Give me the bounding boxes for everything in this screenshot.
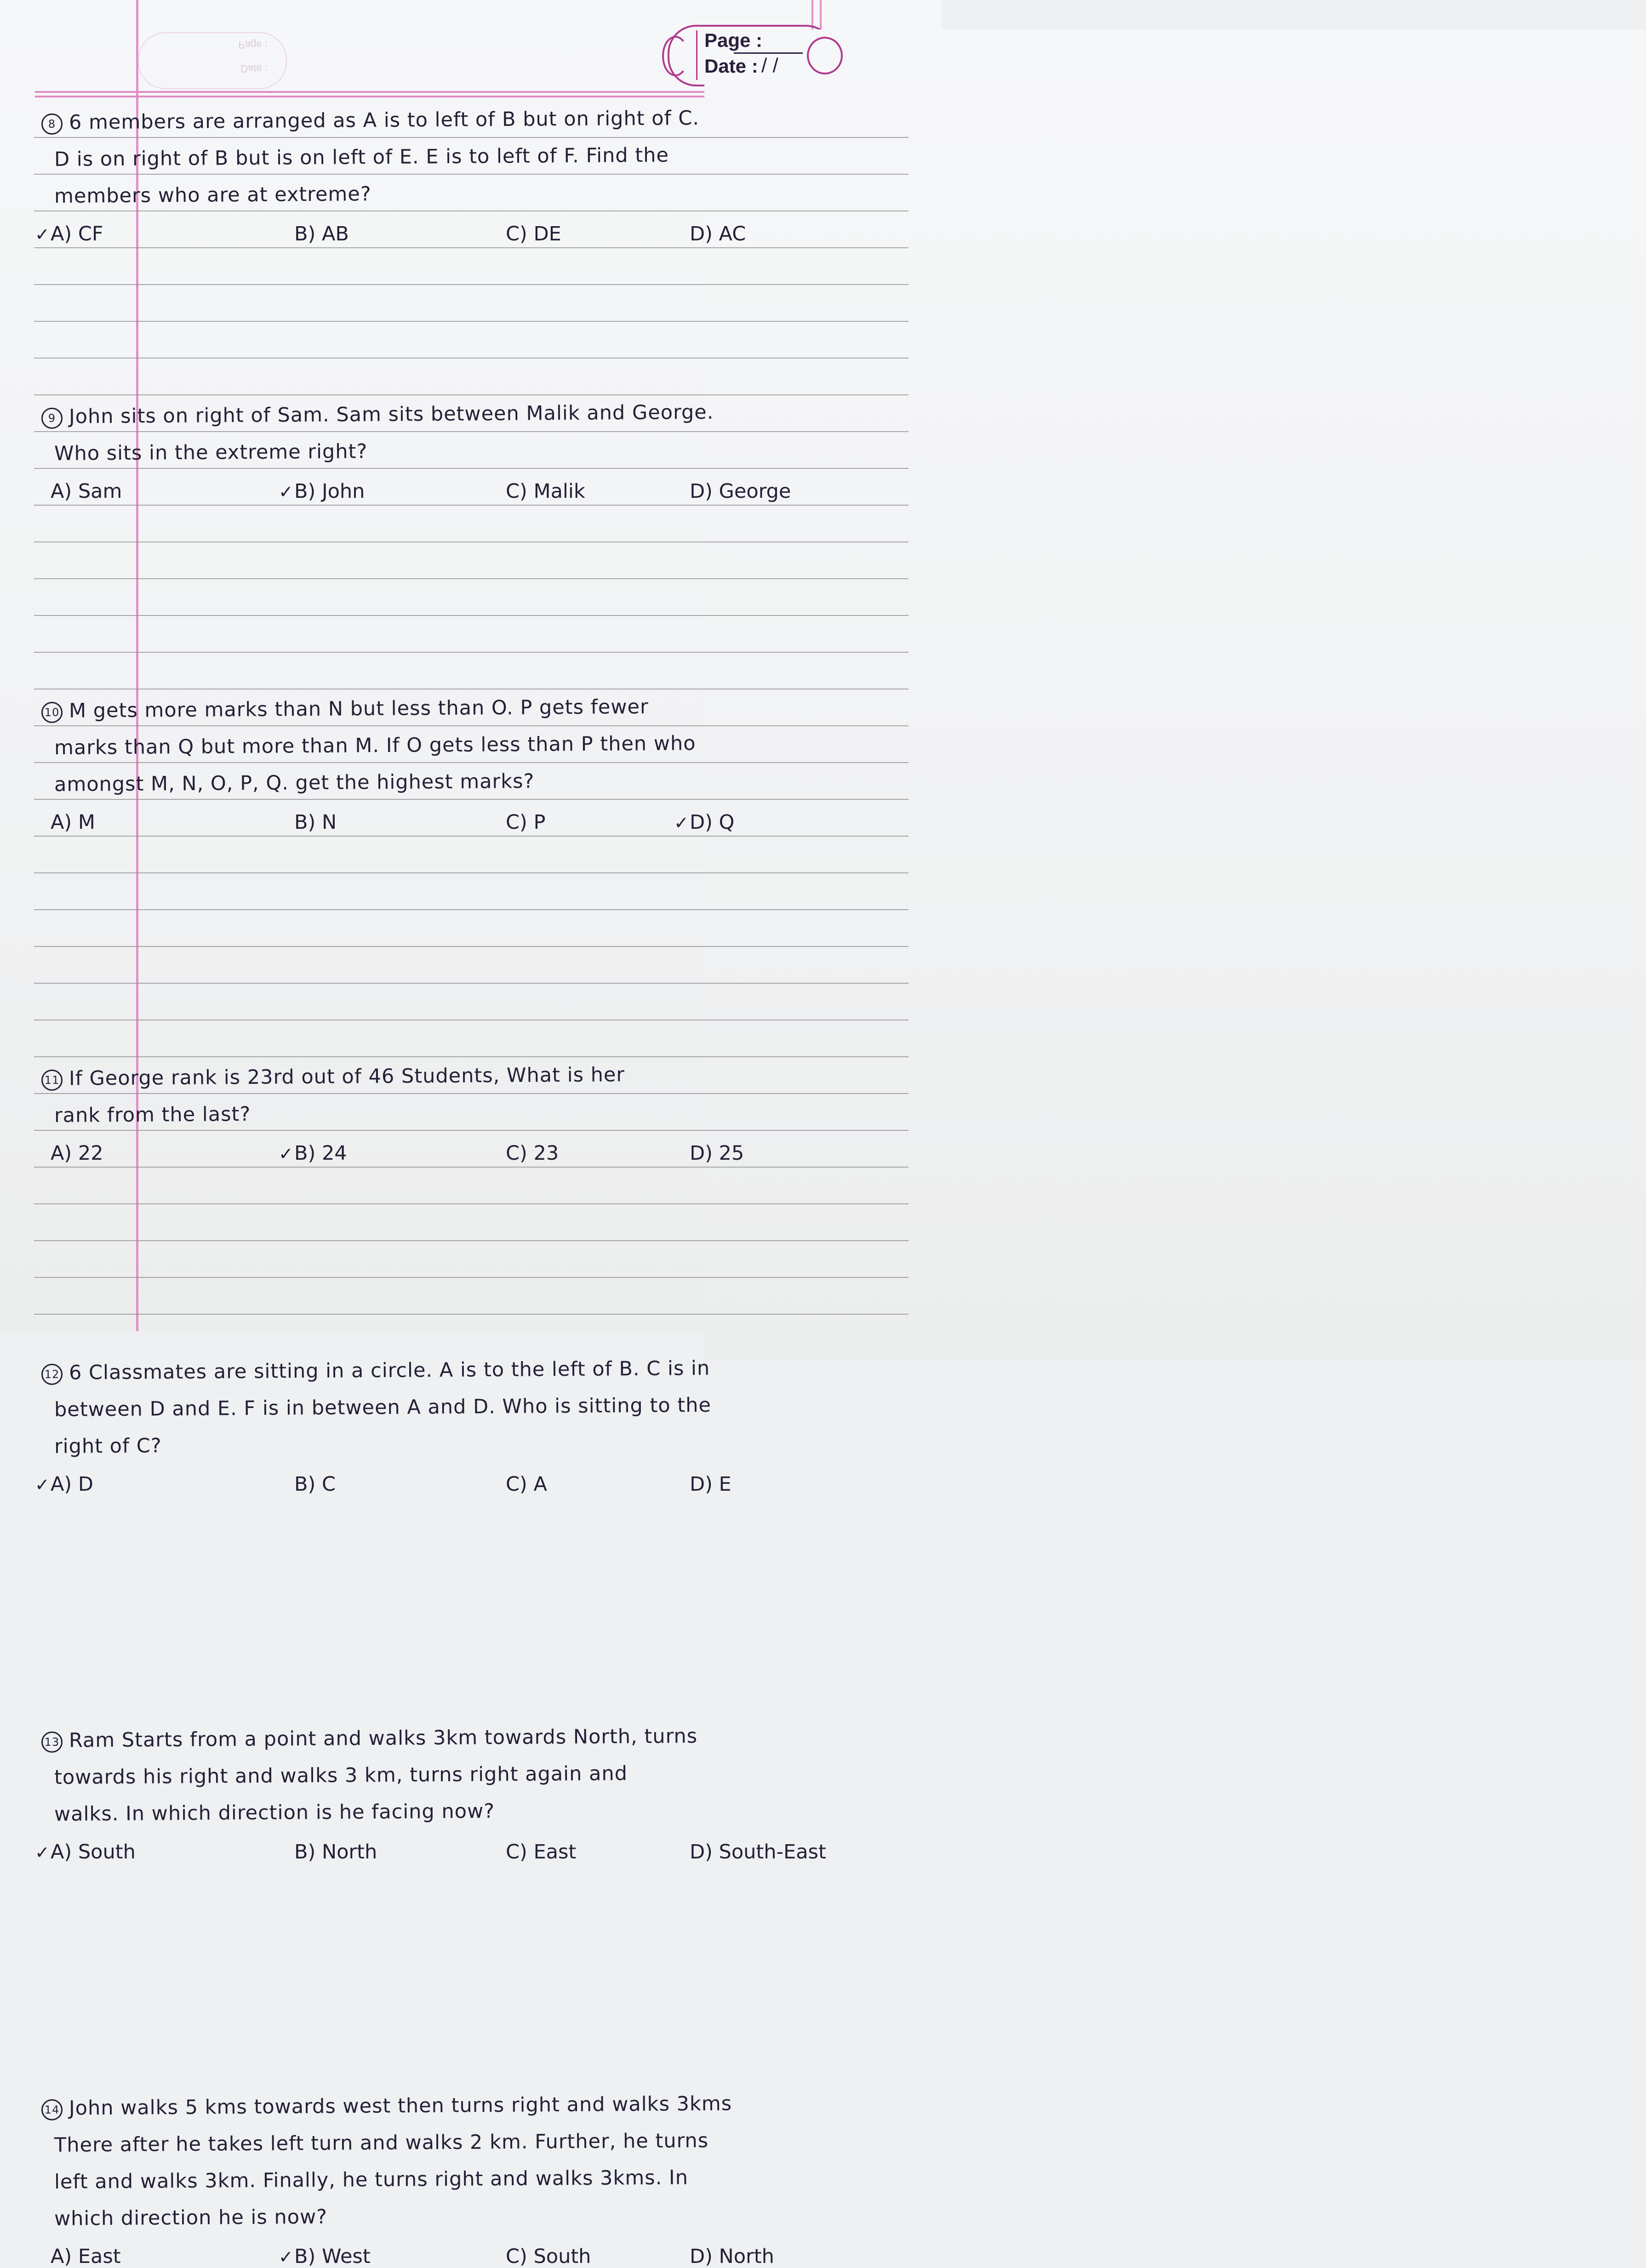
question-number: 9 — [41, 407, 63, 428]
ruled-line — [34, 174, 909, 175]
question-text-line — [54, 2129, 709, 2157]
question-text: amongst M, N, O, P, Q. get the highest marks? — [54, 769, 535, 796]
checkmark-icon: ✓ — [35, 1842, 50, 1863]
ruled-line — [34, 689, 909, 690]
answer-option: C) South — [506, 2245, 591, 2268]
ruled-line — [34, 1314, 909, 1315]
date-value: / / — [761, 54, 778, 77]
question-text: rank from the last? — [54, 1103, 251, 1127]
page-date-stamp — [668, 25, 834, 86]
ruled-line — [34, 1277, 909, 1278]
question-text-first-line — [41, 1063, 625, 1090]
question-text: between D and E. F is in between A and D. Who is sitting to the — [54, 1394, 711, 1421]
ruled-line — [34, 358, 909, 359]
answer-option: C) P — [506, 811, 546, 834]
stamp-curl-left — [662, 36, 689, 76]
ruled-line — [34, 615, 909, 616]
question-text-line — [54, 1434, 162, 1458]
question-number: 14 — [41, 2099, 63, 2120]
question-text-first-line — [41, 401, 714, 429]
question-text: There after he takes left turn and walks 2 km. Further, he turns — [54, 2129, 709, 2157]
ruled-line — [34, 836, 909, 837]
question-text: walks. In which direction is he facing now? — [54, 1800, 495, 1826]
question-text: towards his right and walks 3 km, turns right again and — [54, 1762, 628, 1789]
question-text-line — [54, 732, 696, 759]
answer-option: B) John — [294, 480, 365, 503]
question-text: 6 members are arranged as A is to left of B but on right of C. — [69, 107, 700, 134]
question-number: 8 — [41, 113, 63, 134]
answer-option: C) East — [506, 1841, 577, 1863]
answer-option: A) East — [51, 2245, 121, 2268]
stamp-divider — [696, 30, 697, 80]
ruled-line — [34, 431, 909, 432]
question-text-line — [54, 182, 371, 208]
answer-option: B) C — [294, 1473, 336, 1496]
ruled-line — [34, 578, 909, 579]
ruled-line — [34, 983, 909, 984]
ruled-line — [34, 946, 909, 947]
question-text-first-line — [41, 107, 699, 134]
question-text-first-line — [41, 2092, 732, 2120]
answer-option: C) 23 — [506, 1142, 559, 1165]
answer-option: C) DE — [506, 222, 561, 245]
question-number: 12 — [41, 1363, 63, 1385]
question-text-first-line — [41, 695, 649, 723]
question-text-line — [54, 770, 535, 796]
ruled-line — [34, 137, 909, 138]
question-text-line — [54, 144, 669, 171]
bleed-through-stamp: Page : Date : — [138, 32, 287, 89]
answer-option: B) N — [294, 811, 337, 834]
question-text: marks than Q but more than M. If O gets less than P then who — [54, 732, 696, 759]
question-text: Ram Starts from a point and walks 3km towards North, turns — [69, 1725, 698, 1752]
question-text-first-line — [41, 1725, 697, 1752]
answer-option: C) A — [506, 1473, 547, 1496]
ruled-line — [34, 1093, 909, 1094]
answer-option: D) 25 — [690, 1142, 744, 1165]
question-text-line — [54, 1800, 495, 1826]
answer-option: B) 24 — [294, 1142, 347, 1165]
answer-option: D) AC — [690, 222, 746, 245]
answer-option: B) AB — [294, 222, 349, 245]
question-text: Who sits in the extreme right? — [54, 440, 368, 465]
checkmark-icon: ✓ — [279, 1144, 293, 1164]
ruled-line — [34, 1056, 909, 1057]
ruled-line — [34, 799, 909, 800]
ruled-line — [34, 1240, 909, 1241]
question-number: 10 — [41, 701, 63, 723]
question-text-line — [54, 1103, 251, 1127]
question-text: M gets more marks than N but less than O. P gets fewer — [69, 695, 649, 723]
question-text-line — [54, 440, 368, 465]
ruled-line — [34, 872, 909, 873]
ruled-line — [34, 321, 909, 322]
answer-option: A) CF — [51, 222, 103, 245]
answer-option: A) Sam — [51, 480, 122, 503]
ruled-line — [34, 762, 909, 763]
question-text: which direction he is now? — [54, 2205, 328, 2230]
answer-option: A) D — [51, 1473, 93, 1496]
checkmark-icon: ✓ — [279, 482, 293, 502]
question-text: members who are at extreme? — [54, 182, 371, 208]
ruled-line — [34, 725, 909, 726]
answer-option: D) South-East — [690, 1841, 826, 1863]
ruled-line — [34, 652, 909, 653]
checkmark-icon: ✓ — [35, 1475, 50, 1495]
answer-option: A) M — [51, 811, 95, 834]
ruled-line — [34, 468, 909, 469]
question-text-first-line — [41, 1357, 710, 1385]
question-text: D is on right of B but is on left of E. E is to left of F. Find the — [54, 143, 669, 171]
ruled-line — [34, 1130, 909, 1131]
answer-option: B) West — [294, 2245, 371, 2268]
checkmark-icon: ✓ — [279, 2247, 293, 2267]
ruled-line — [34, 247, 909, 248]
ruled-line — [34, 505, 909, 506]
stamp-curl-right — [807, 37, 843, 74]
answer-option: D) E — [690, 1473, 732, 1496]
ruled-line — [34, 1203, 909, 1204]
question-text: 6 Classmates are sitting in a circle. A is to the left of B. C is in — [69, 1356, 710, 1385]
ruled-line — [34, 909, 909, 910]
ruled-line — [34, 541, 909, 542]
answer-option: D) North — [690, 2245, 774, 2268]
question-text-line — [54, 2205, 327, 2230]
question-text: If George rank is 23rd out of 46 Students, What is her — [69, 1063, 625, 1090]
date-label: Date : — [704, 55, 758, 77]
stamp-underline — [734, 52, 803, 54]
answer-option: D) Q — [690, 811, 735, 834]
checkmark-icon: ✓ — [674, 813, 689, 833]
question-text: John sits on right of Sam. Sam sits between Malik and George. — [69, 400, 714, 428]
question-number: 11 — [41, 1069, 63, 1090]
answer-option: A) South — [51, 1841, 136, 1863]
answer-option: B) North — [294, 1841, 377, 1863]
question-number: 13 — [41, 1731, 63, 1752]
question-text: John walks 5 kms towards west then turns right and walks 3kms — [69, 2092, 732, 2120]
answer-option: A) 22 — [51, 1142, 103, 1165]
question-text-line — [54, 1762, 628, 1789]
question-text: right of C? — [54, 1434, 162, 1458]
question-text-line — [54, 2166, 688, 2194]
question-text-line — [54, 1394, 711, 1421]
ruled-line — [34, 284, 909, 285]
question-text: left and walks 3km. Finally, he turns right and walks 3kms. In — [54, 2166, 689, 2194]
answer-option: D) George — [690, 480, 791, 503]
checkmark-icon: ✓ — [35, 224, 50, 245]
ruled-line — [34, 1167, 909, 1168]
ruled-line — [34, 394, 909, 395]
page-label: Page : — [704, 29, 1646, 1361]
answer-option: C) Malik — [506, 480, 585, 503]
